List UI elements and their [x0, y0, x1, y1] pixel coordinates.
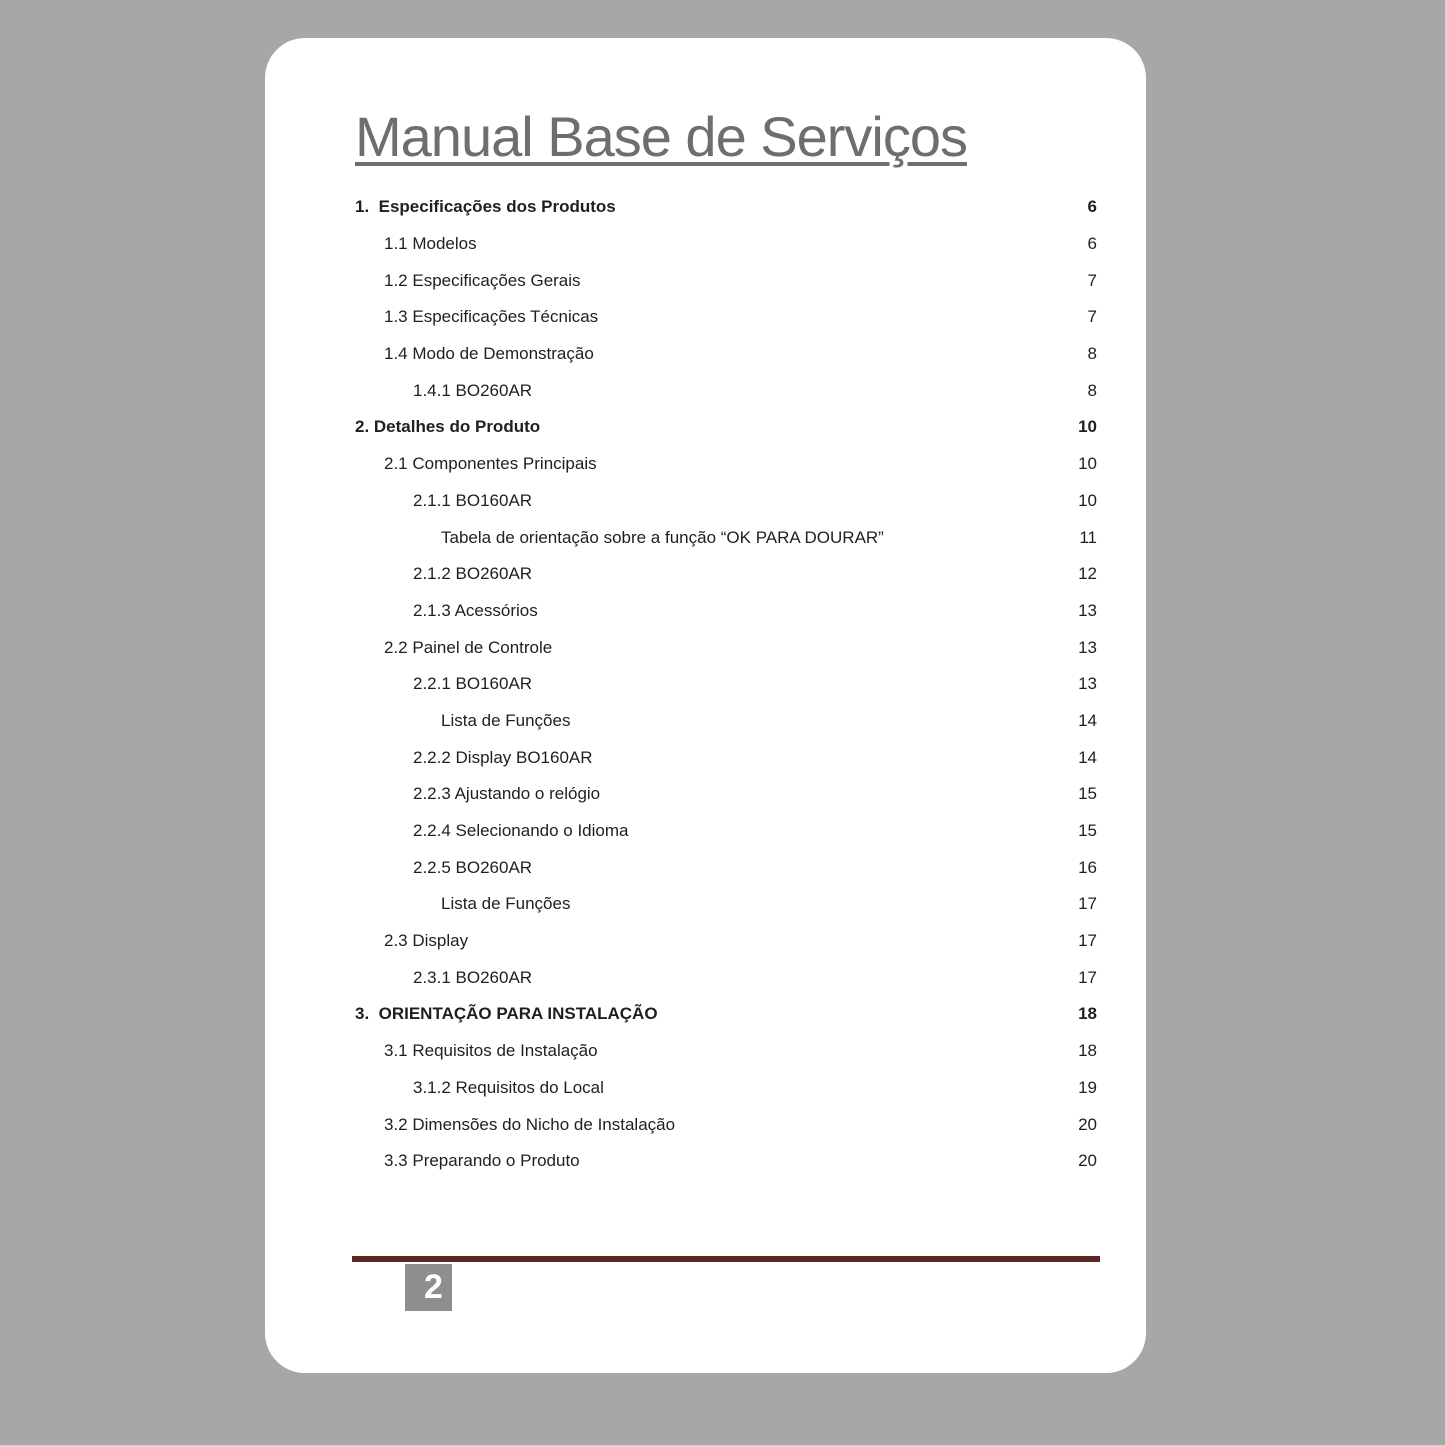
toc-entry-page: 19: [1078, 1077, 1097, 1097]
toc-entry[interactable]: [355, 593, 1097, 630]
page-title: Manual Base de Serviços: [355, 105, 968, 168]
page-number: 2: [424, 1268, 443, 1306]
toc-entry[interactable]: [355, 483, 1097, 520]
toc-entry-page: 15: [1078, 784, 1097, 804]
toc-entry-page: 14: [1078, 710, 1097, 730]
toc-entry[interactable]: [355, 776, 1097, 813]
toc-entry[interactable]: [355, 703, 1097, 740]
toc-entry-page: 15: [1078, 821, 1097, 841]
toc-entry[interactable]: [355, 262, 1097, 299]
toc-entry-label: 2.2.5 BO260AR: [413, 857, 533, 877]
toc-entry[interactable]: [355, 1143, 1097, 1180]
toc-entry[interactable]: [355, 629, 1097, 666]
toc-entry-label: 2.2.3 Ajustando o relógio: [413, 784, 601, 804]
toc-entry-page: 18: [1078, 1004, 1097, 1024]
toc-entry-page: 10: [1078, 454, 1097, 474]
toc-entry-page: 6: [1087, 197, 1097, 217]
toc-entry-label: Tabela de orientação sobre a função “OK PARA DOURAR”: [441, 527, 884, 547]
toc-entry[interactable]: [355, 1106, 1097, 1143]
toc-entry-page: 17: [1078, 894, 1097, 914]
toc-entry-page: 8: [1087, 380, 1097, 400]
page-number-badge: [405, 1264, 452, 1311]
toc-entry-page: 10: [1078, 490, 1097, 510]
toc-entry-label: Lista de Funções: [441, 894, 571, 914]
toc-entry-label: 1.2 Especificações Gerais: [384, 270, 581, 290]
toc-entry-page: 12: [1078, 564, 1097, 584]
toc-entry-label: 2.2.4 Selecionando o Idioma: [413, 821, 629, 841]
toc-entry[interactable]: [355, 996, 1097, 1033]
toc-entry-label: 2.3.1 BO260AR: [413, 967, 533, 987]
toc-entry[interactable]: [355, 813, 1097, 850]
table-of-contents: [355, 189, 1097, 1180]
toc-entry[interactable]: [355, 739, 1097, 776]
toc-entry[interactable]: [355, 226, 1097, 263]
toc-entry-page: 14: [1078, 747, 1097, 767]
toc-entry-label: 2.2.1 BO160AR: [413, 674, 533, 694]
toc-entry-label: 3.1 Requisitos de Instalação: [384, 1041, 598, 1061]
toc-entry[interactable]: [355, 556, 1097, 593]
toc-entry[interactable]: [355, 519, 1097, 556]
toc-entry-label: 3.3 Preparando o Produto: [384, 1151, 580, 1171]
toc-entry-label: 1.1 Modelos: [384, 234, 477, 254]
toc-entry-page: 7: [1087, 307, 1097, 327]
toc-entry-label: 2.2.2 Display BO160AR: [413, 747, 593, 767]
toc-entry[interactable]: [355, 189, 1097, 226]
toc-entry[interactable]: [355, 446, 1097, 483]
toc-entry-label: 1.4.1 BO260AR: [413, 380, 533, 400]
toc-entry-page: 11: [1079, 527, 1097, 547]
toc-entry-page: 13: [1078, 600, 1097, 620]
toc-entry[interactable]: [355, 1070, 1097, 1107]
toc-entry-label: 3.2 Dimensões do Nicho de Instalação: [384, 1114, 676, 1134]
toc-entry[interactable]: [355, 372, 1097, 409]
toc-entry-page: 20: [1078, 1114, 1097, 1134]
toc-entry-label: 2.2 Painel de Controle: [384, 637, 553, 657]
toc-entry-page: 7: [1087, 270, 1097, 290]
toc-entry-page: 10: [1078, 417, 1097, 437]
toc-entry-page: 18: [1078, 1041, 1097, 1061]
toc-entry[interactable]: [355, 409, 1097, 446]
toc-entry-label: 3.1.2 Requisitos do Local: [413, 1077, 604, 1097]
toc-entry[interactable]: [355, 886, 1097, 923]
toc-entry-page: 20: [1078, 1151, 1097, 1171]
toc-entry-page: 13: [1078, 674, 1097, 694]
toc-entry-page: 16: [1078, 857, 1097, 877]
toc-entry-label: Lista de Funções: [441, 710, 571, 730]
toc-entry-page: 6: [1087, 234, 1097, 254]
toc-entry[interactable]: [355, 336, 1097, 373]
toc-entry[interactable]: [355, 299, 1097, 336]
toc-entry-label: 1.3 Especificações Técnicas: [384, 307, 599, 327]
footer-rule: [352, 1256, 1100, 1262]
toc-entry[interactable]: [355, 923, 1097, 960]
toc-entry-label: 2.3 Display: [384, 931, 469, 951]
toc-entry-label: 2.1.3 Acessórios: [413, 600, 538, 620]
toc-entry-label: 1. Especificações dos Produtos: [355, 197, 616, 217]
document-page: [265, 38, 1146, 1373]
toc-entry-page: 17: [1078, 931, 1097, 951]
toc-entry[interactable]: [355, 1033, 1097, 1070]
toc-entry-label: 3. ORIENTAÇÃO PARA INSTALAÇÃO: [355, 1004, 658, 1024]
toc-entry-page: 17: [1078, 967, 1097, 987]
toc-entry-page: 8: [1087, 344, 1097, 364]
toc-entry-label: 2. Detalhes do Produto: [355, 417, 541, 437]
toc-entry[interactable]: [355, 666, 1097, 703]
toc-entry-page: 13: [1078, 637, 1097, 657]
toc-entry-label: 2.1 Componentes Principais: [384, 454, 597, 474]
toc-entry[interactable]: [355, 959, 1097, 996]
toc-entry-label: 2.1.1 BO160AR: [413, 490, 533, 510]
toc-entry-label: 2.1.2 BO260AR: [413, 564, 533, 584]
toc-entry-label: 1.4 Modo de Demonstração: [384, 344, 594, 364]
toc-entry[interactable]: [355, 849, 1097, 886]
